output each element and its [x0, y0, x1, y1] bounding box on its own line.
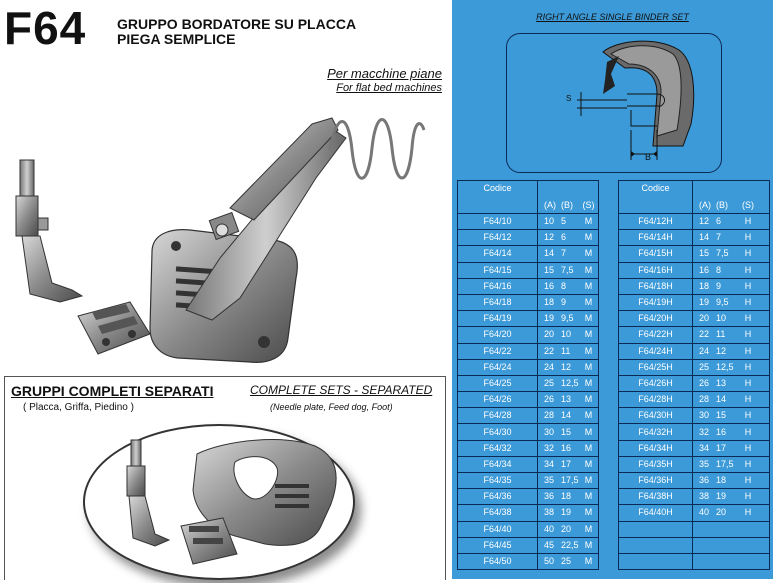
value-b: 15: [716, 410, 727, 421]
table-row: [619, 505, 770, 521]
table-header-row: [458, 181, 599, 198]
table-row: [619, 521, 770, 537]
code-cell: [619, 537, 693, 553]
value-a: 20: [544, 329, 555, 340]
table-row: [458, 489, 599, 505]
wire-guide: [330, 120, 424, 179]
code-cell: F64/38: [458, 505, 538, 521]
table-row: [458, 375, 599, 391]
value-a: 34: [544, 458, 555, 469]
dimensions-cell: [693, 392, 770, 408]
col-s-header: (S): [742, 199, 754, 210]
value-b: 5: [561, 216, 567, 227]
value-a: 24: [544, 361, 555, 372]
value-a: 12: [699, 216, 710, 227]
value-b: 12: [716, 345, 727, 356]
value-s: M: [584, 442, 593, 453]
table-row: [619, 537, 770, 553]
dimensions-cell: [693, 489, 770, 505]
value-s: H: [744, 232, 752, 243]
value-a: 40: [544, 523, 555, 534]
value-b: 9: [561, 297, 567, 308]
dimensions-cell: [538, 424, 599, 440]
value-b: 17,5: [561, 475, 579, 486]
table-row: [619, 473, 770, 489]
value-s: M: [584, 232, 593, 243]
binder-set-photo: [0, 58, 452, 370]
table-row: [458, 392, 599, 408]
table-row: [458, 262, 599, 278]
code-cell: [619, 521, 693, 537]
value-a: 30: [699, 410, 710, 421]
codice-header: Codice: [458, 181, 538, 214]
col-b-header: (B): [561, 199, 573, 210]
value-b: 7: [716, 232, 722, 243]
dimensions-cell: [538, 214, 599, 230]
code-cell: F64/25H: [619, 359, 693, 375]
table-row: [458, 230, 599, 246]
value-s: H: [744, 507, 752, 518]
dimensions-cell: [538, 343, 599, 359]
dimensions-cell: [538, 375, 599, 391]
dimensions-cell: [538, 473, 599, 489]
dimensions-cell: [538, 537, 599, 553]
value-a: 15: [544, 264, 555, 275]
value-b: 16: [561, 442, 572, 453]
value-s: H: [744, 264, 752, 275]
value-b: 14: [561, 410, 572, 421]
value-b: 12,5: [561, 377, 579, 388]
value-a: 28: [699, 394, 710, 405]
value-s: H: [744, 329, 752, 340]
value-s: M: [584, 394, 593, 405]
diagram-label-s: S: [566, 94, 572, 103]
code-cell: F64/32: [458, 440, 538, 456]
col-s-header: (S): [582, 199, 595, 210]
table-row: [619, 230, 770, 246]
code-cell: F64/18: [458, 294, 538, 310]
title-line-1: GRUPPO BORDATORE SU PLACCA: [117, 16, 357, 32]
table-row: [619, 246, 770, 262]
dimensions-cell: [693, 408, 770, 424]
machine-note-it: Per macchine piane: [327, 66, 442, 81]
value-s: M: [584, 329, 593, 340]
binder-cross-section: [507, 34, 721, 172]
dimensions-cell: [538, 262, 599, 278]
dimensions-cell: [693, 424, 770, 440]
dimensions-cell: [693, 440, 770, 456]
value-b: 19: [716, 491, 727, 502]
table-row: [619, 327, 770, 343]
complete-sets-box: [4, 376, 446, 580]
value-s: M: [584, 507, 593, 518]
code-cell: F64/10: [458, 214, 538, 230]
code-cell: F64/36: [458, 489, 538, 505]
table-row: [458, 343, 599, 359]
value-a: 14: [544, 248, 555, 259]
code-cell: F64/20H: [619, 311, 693, 327]
value-s: H: [744, 426, 752, 437]
dimensions-cell: [693, 343, 770, 359]
value-b: 7,5: [561, 264, 574, 275]
table-row: [458, 424, 599, 440]
value-a: 18: [699, 280, 710, 291]
value-a: 22: [699, 329, 710, 340]
dimensions-cell: [693, 311, 770, 327]
table-row: [619, 440, 770, 456]
value-s: H: [744, 475, 752, 486]
machine-note-en: For flat bed machines: [336, 82, 442, 94]
spec-table-left: [457, 180, 599, 570]
code-cell: F64/26: [458, 392, 538, 408]
dimensions-cell: [693, 294, 770, 310]
value-s: H: [744, 248, 752, 259]
table-row: [458, 246, 599, 262]
product-code: F64: [4, 2, 87, 54]
table-row: [458, 456, 599, 472]
value-s: M: [584, 426, 593, 437]
value-s: H: [744, 361, 752, 372]
codice-header: Codice: [619, 181, 693, 214]
col-a-header: (A): [544, 199, 556, 210]
value-b: 10: [716, 313, 727, 324]
code-cell: F64/28H: [619, 392, 693, 408]
dimensions-cell: [693, 214, 770, 230]
value-b: 6: [716, 216, 722, 227]
dimensions-cell: [538, 311, 599, 327]
value-s: H: [744, 394, 752, 405]
value-b: 16: [716, 426, 727, 437]
value-b: 13: [561, 394, 572, 405]
value-b: 10: [561, 329, 572, 340]
value-a: 34: [699, 442, 710, 453]
table-row: [458, 294, 599, 310]
value-s: M: [584, 475, 593, 486]
code-cell: F64/38H: [619, 489, 693, 505]
value-a: 26: [544, 394, 555, 405]
machine-type-note: [327, 66, 442, 96]
complete-sets-photo: [85, 426, 353, 578]
code-cell: F64/12: [458, 230, 538, 246]
value-a: 36: [699, 475, 710, 486]
table-row: [458, 311, 599, 327]
dimensions-cell: [693, 521, 770, 537]
value-a: 16: [544, 280, 555, 291]
value-b: 12,5: [716, 361, 734, 372]
code-cell: F64/14: [458, 246, 538, 262]
abs-header-cell: [693, 197, 770, 214]
value-s: M: [584, 539, 593, 550]
value-s: M: [584, 556, 593, 567]
table-row: [458, 408, 599, 424]
value-b: 13: [716, 377, 727, 388]
dimensions-cell: [693, 553, 770, 569]
value-s: M: [584, 345, 593, 356]
code-cell: F64/36H: [619, 473, 693, 489]
value-a: 18: [544, 297, 555, 308]
value-b: 7: [561, 248, 567, 259]
dimensions-cell: [538, 294, 599, 310]
code-cell: F64/24: [458, 359, 538, 375]
table-row: [619, 294, 770, 310]
table-row: [619, 214, 770, 230]
dimensions-cell: [693, 359, 770, 375]
value-b: 8: [561, 280, 567, 291]
value-b: 12: [561, 361, 572, 372]
value-a: 19: [699, 297, 710, 308]
value-s: M: [584, 361, 593, 372]
code-cell: F64/22: [458, 343, 538, 359]
value-b: 7,5: [716, 248, 729, 259]
value-s: H: [744, 491, 752, 502]
dimensions-cell: [538, 521, 599, 537]
table-row: [458, 359, 599, 375]
code-cell: F64/32H: [619, 424, 693, 440]
value-b: 9,5: [561, 313, 574, 324]
code-cell: F64/35H: [619, 456, 693, 472]
value-s: H: [744, 280, 752, 291]
dimensions-cell: [693, 375, 770, 391]
table-row: [458, 537, 599, 553]
value-b: 17: [561, 458, 572, 469]
code-cell: F64/45: [458, 537, 538, 553]
value-a: 25: [544, 377, 555, 388]
value-b: 25: [561, 556, 572, 567]
code-cell: F64/26H: [619, 375, 693, 391]
code-cell: [619, 553, 693, 569]
table-row: [619, 392, 770, 408]
value-a: 30: [544, 426, 555, 437]
table-row: [619, 489, 770, 505]
value-s: H: [744, 410, 752, 421]
value-s: H: [744, 458, 752, 469]
value-a: 24: [699, 345, 710, 356]
table-row: [619, 278, 770, 294]
table-row: [619, 375, 770, 391]
table-row: [619, 343, 770, 359]
code-cell: F64/12H: [619, 214, 693, 230]
code-cell: F64/50: [458, 553, 538, 569]
value-s: M: [584, 264, 593, 275]
abs-header-cell: [538, 197, 599, 214]
value-b: 9,5: [716, 297, 729, 308]
table-row: [458, 473, 599, 489]
dimensions-cell: [538, 359, 599, 375]
dimensions-cell: [693, 456, 770, 472]
complete-sets-title-it: GRUPPI COMPLETI SEPARATI: [11, 383, 214, 399]
code-cell: F64/16: [458, 278, 538, 294]
col-b-header: (B): [716, 199, 728, 210]
table-row: [619, 424, 770, 440]
dimensions-cell: [693, 537, 770, 553]
value-s: M: [584, 297, 593, 308]
code-cell: F64/16H: [619, 262, 693, 278]
value-s: M: [584, 248, 593, 259]
value-b: 15: [561, 426, 572, 437]
code-cell: F64/35: [458, 473, 538, 489]
dimensions-cell: [538, 505, 599, 521]
code-cell: F64/40H: [619, 505, 693, 521]
code-cell: F64/34H: [619, 440, 693, 456]
value-b: 11: [716, 329, 726, 340]
complete-sets-subtitle-en: (Needle plate, Feed dog, Foot): [270, 402, 393, 412]
value-b: 19: [561, 507, 572, 518]
value-a: 32: [544, 442, 555, 453]
dimensions-cell: [538, 278, 599, 294]
code-cell: F64/15H: [619, 246, 693, 262]
value-b: 17: [716, 442, 727, 453]
code-cell: F64/24H: [619, 343, 693, 359]
code-cell: F64/28: [458, 408, 538, 424]
value-s: M: [584, 280, 593, 291]
value-a: 40: [699, 507, 710, 518]
oval-presser-foot: [127, 440, 169, 546]
code-cell: F64/22H: [619, 327, 693, 343]
table-row: [619, 456, 770, 472]
value-s: M: [584, 216, 593, 227]
value-s: H: [744, 345, 752, 356]
value-a: 25: [699, 361, 710, 372]
value-a: 36: [544, 491, 555, 502]
binder-diagram: [506, 33, 722, 173]
right-column: [452, 0, 773, 579]
title-line-2: PIEGA SEMPLICE: [117, 31, 236, 47]
page-header: [0, 0, 452, 56]
dimensions-cell: [693, 473, 770, 489]
value-a: 35: [544, 475, 555, 486]
code-cell: F64/30H: [619, 408, 693, 424]
code-cell: F64/18H: [619, 278, 693, 294]
value-s: M: [584, 491, 593, 502]
dimensions-cell: [538, 440, 599, 456]
value-a: 32: [699, 426, 710, 437]
value-s: H: [744, 313, 752, 324]
value-a: 45: [544, 539, 555, 550]
value-s: M: [584, 458, 593, 469]
value-a: 14: [699, 232, 710, 243]
value-a: 19: [544, 313, 555, 324]
value-b: 17,5: [716, 458, 734, 469]
value-a: 38: [699, 491, 710, 502]
table-row: [458, 505, 599, 521]
code-cell: F64/19H: [619, 294, 693, 310]
value-a: 12: [544, 232, 555, 243]
diagram-title: RIGHT ANGLE SINGLE BINDER SET: [536, 12, 689, 22]
header-spacer: [693, 181, 770, 198]
header-spacer: [538, 181, 599, 198]
table-header-row: [619, 181, 770, 198]
code-cell: F64/34: [458, 456, 538, 472]
dimensions-cell: [538, 456, 599, 472]
value-s: H: [744, 377, 752, 388]
value-s: H: [744, 216, 752, 227]
dimensions-cell: [538, 489, 599, 505]
value-a: 28: [544, 410, 555, 421]
col-a-header: (A): [699, 199, 711, 210]
complete-sets-subtitle-it: ( Placca, Griffa, Piedino ): [23, 402, 134, 413]
dimensions-cell: [693, 505, 770, 521]
value-a: 10: [544, 216, 555, 227]
code-cell: F64/20: [458, 327, 538, 343]
table-row: [458, 553, 599, 569]
value-b: 14: [716, 394, 727, 405]
table-row: [458, 440, 599, 456]
value-b: 6: [561, 232, 567, 243]
value-b: 22,5: [561, 539, 579, 550]
product-photo: [0, 58, 452, 370]
value-s: M: [584, 523, 593, 534]
value-b: 20: [561, 523, 572, 534]
table-row: [619, 262, 770, 278]
spec-table-right: [618, 180, 770, 570]
code-cell: F64/25: [458, 375, 538, 391]
feed-dog: [78, 302, 150, 354]
value-b: 9: [716, 280, 722, 291]
value-s: H: [744, 442, 752, 453]
presser-foot: [16, 160, 82, 302]
value-s: M: [584, 410, 593, 421]
table-row: [458, 214, 599, 230]
value-a: 20: [699, 313, 710, 324]
value-a: 15: [699, 248, 710, 259]
left-column: [0, 58, 452, 579]
value-s: M: [584, 377, 593, 388]
dimensions-cell: [538, 553, 599, 569]
dimensions-cell: [693, 327, 770, 343]
dimensions-cell: [693, 230, 770, 246]
table-row: [458, 521, 599, 537]
code-cell: F64/14H: [619, 230, 693, 246]
value-a: 16: [699, 264, 710, 275]
dimensions-cell: [538, 327, 599, 343]
value-b: 18: [716, 475, 727, 486]
code-cell: F64/30: [458, 424, 538, 440]
dimensions-cell: [538, 230, 599, 246]
value-a: 50: [544, 556, 555, 567]
value-b: 20: [716, 507, 727, 518]
dimensions-cell: [693, 246, 770, 262]
value-s: M: [584, 313, 593, 324]
value-a: 26: [699, 377, 710, 388]
value-b: 8: [716, 264, 722, 275]
code-cell: F64/19: [458, 311, 538, 327]
dimensions-cell: [538, 408, 599, 424]
table-row: [619, 311, 770, 327]
table-row: [619, 359, 770, 375]
dimensions-cell: [538, 392, 599, 408]
value-b: 18: [561, 491, 572, 502]
code-cell: F64/40: [458, 521, 538, 537]
product-title: [117, 17, 356, 47]
table-row: [458, 278, 599, 294]
dimensions-cell: [538, 246, 599, 262]
complete-sets-oval: [83, 424, 355, 580]
value-a: 38: [544, 507, 555, 518]
value-a: 35: [699, 458, 710, 469]
code-cell: F64/15: [458, 262, 538, 278]
value-s: H: [744, 297, 752, 308]
complete-sets-title-en: COMPLETE SETS - SEPARATED: [250, 383, 433, 397]
value-b: 11: [561, 345, 571, 356]
table-row: [619, 408, 770, 424]
table-row: [619, 553, 770, 569]
diagram-label-b: B: [645, 152, 652, 162]
dimensions-cell: [693, 278, 770, 294]
value-a: 22: [544, 345, 555, 356]
dimensions-cell: [693, 262, 770, 278]
table-row: [458, 327, 599, 343]
